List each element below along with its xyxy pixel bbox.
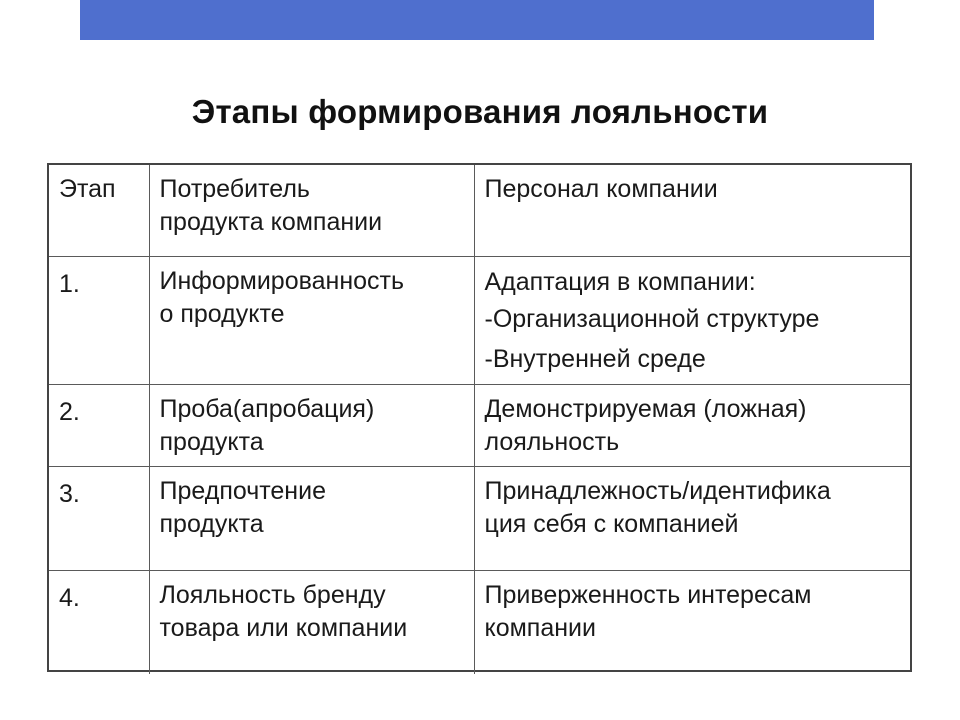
staff-line: Адаптация в компании:: [484, 267, 756, 296]
stages-table-grid: [49, 165, 910, 674]
stage-cell: [49, 384, 149, 466]
staff-line: -Внутренней среде: [484, 344, 706, 373]
staff-text: Принадлежность/идентифика ция себя с компанией: [484, 476, 831, 538]
slide-title: Этапы формирования лояльности: [191, 93, 769, 130]
consumer-text: Предпочтение продукта: [159, 476, 326, 538]
table-row: [49, 256, 910, 384]
staff-cell: [474, 384, 910, 466]
header-consumer-label: Потребитель продукта компании: [159, 175, 383, 236]
table-row: [49, 384, 910, 466]
stage-cell: [49, 256, 149, 384]
header-stage-label: Этап: [59, 175, 116, 203]
staff-cell: [474, 570, 910, 674]
staff-lines: [485, 265, 901, 379]
staff-text: Демонстрируемая (ложная) лояльность: [484, 394, 807, 456]
table-row: [49, 570, 910, 674]
consumer-cell: [149, 256, 474, 384]
header-cell-consumer: [149, 165, 474, 256]
staff-cell: [474, 466, 910, 570]
table-row: [49, 466, 910, 570]
staff-cell: [474, 256, 910, 384]
consumer-cell: [149, 466, 474, 570]
stage-number: 3.: [59, 479, 80, 508]
staff-line: -Организационной структуре: [484, 304, 820, 333]
consumer-text: Лояльность бренду товара или компании: [159, 580, 408, 642]
stage-number: 1.: [59, 269, 80, 298]
stage-number: 4.: [59, 583, 80, 612]
header-cell-stage: [49, 165, 149, 256]
consumer-text: Проба(апробация) продукта: [159, 394, 375, 456]
consumer-text: Информированность о продукте: [159, 266, 405, 328]
stage-cell: [49, 466, 149, 570]
header-accent-bar: [80, 0, 874, 40]
table-header-row: [49, 165, 910, 256]
header-staff-label: Персонал компании: [484, 175, 718, 203]
stage-cell: [49, 570, 149, 674]
consumer-cell: [149, 384, 474, 466]
stage-number: 2.: [59, 397, 80, 426]
header-cell-staff: [474, 165, 910, 256]
consumer-cell: [149, 570, 474, 674]
loyalty-stages-table: [47, 163, 912, 672]
staff-text: Приверженность интересам компании: [484, 580, 812, 642]
